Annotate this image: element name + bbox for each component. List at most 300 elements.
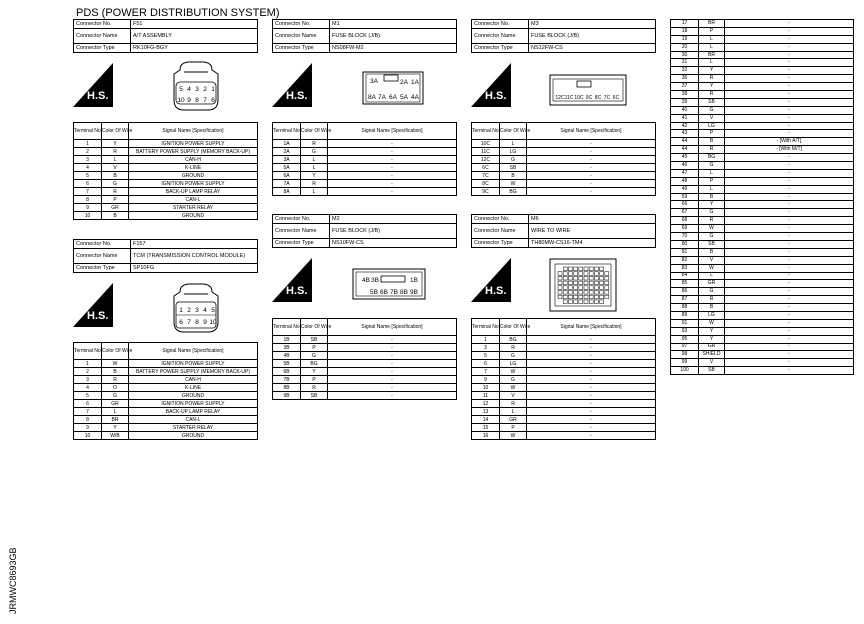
wire-color-cell: B bbox=[102, 368, 129, 376]
col-header: Color Of Wire bbox=[301, 319, 328, 336]
table-row bbox=[472, 360, 656, 368]
cavity bbox=[568, 267, 572, 271]
signal-cell: - bbox=[725, 185, 854, 193]
terminal-cell: 17 bbox=[671, 20, 699, 28]
pin-label: 1A bbox=[411, 79, 419, 86]
signal-cell: - bbox=[328, 140, 457, 148]
table-row bbox=[74, 164, 258, 172]
wire-color-cell: P bbox=[699, 130, 725, 138]
terminal-cell: 45 bbox=[671, 154, 699, 162]
signal-cell: - bbox=[725, 201, 854, 209]
terminal-cell: 1B bbox=[273, 336, 301, 344]
pin-label: 6B bbox=[380, 289, 388, 296]
wire-color-cell: L bbox=[699, 185, 725, 193]
terminal-cell: 44 bbox=[671, 138, 699, 146]
pin-label: 4 bbox=[203, 307, 207, 314]
wire-color-cell: B bbox=[102, 212, 129, 220]
cavity bbox=[605, 281, 609, 285]
col-header: Terminal No. bbox=[74, 123, 102, 140]
cavity bbox=[574, 300, 578, 304]
wire-color-cell: Y bbox=[102, 424, 129, 432]
cavity bbox=[579, 272, 583, 276]
info-label: Connector Name bbox=[472, 29, 529, 44]
cavity bbox=[589, 295, 593, 299]
table-row bbox=[273, 368, 457, 376]
wire-color-cell: Y bbox=[102, 140, 129, 148]
pin-label: 6 bbox=[179, 319, 183, 326]
table-row bbox=[74, 148, 258, 156]
terminal-cell: 39 bbox=[671, 98, 699, 106]
cavity bbox=[579, 281, 583, 285]
pin-label: 10C bbox=[574, 95, 584, 101]
connector-no: M1 bbox=[330, 20, 457, 29]
pin-label: 2 bbox=[187, 307, 191, 314]
signal-cell: - bbox=[725, 288, 854, 296]
terminal-cell: 4 bbox=[74, 164, 102, 172]
terminal-cell: 3B bbox=[273, 344, 301, 352]
signal-cell: - bbox=[527, 416, 656, 424]
signal-cell: - bbox=[527, 180, 656, 188]
table-row bbox=[671, 248, 854, 256]
cavity bbox=[584, 286, 588, 290]
wire-color-cell: G bbox=[500, 352, 527, 360]
pin-label: 8 bbox=[195, 319, 199, 326]
signal-cell: - bbox=[527, 368, 656, 376]
table-row bbox=[671, 217, 854, 225]
wire-color-cell: SB bbox=[699, 98, 725, 106]
table-row bbox=[671, 43, 854, 51]
signal-cell: - bbox=[725, 169, 854, 177]
wire-color-cell: SHIELD bbox=[699, 351, 725, 359]
terminal-cell: 7 bbox=[74, 188, 102, 196]
wire-color-cell: R bbox=[301, 384, 328, 392]
wire-color-cell: G bbox=[500, 156, 527, 164]
wire-color-cell: SB bbox=[699, 367, 725, 375]
cavity bbox=[574, 291, 578, 295]
wire-color-cell: B bbox=[102, 172, 129, 180]
signal-cell: - [With A/T] bbox=[725, 138, 854, 146]
wire-color-cell: W bbox=[500, 384, 527, 392]
signal-cell: CAN-H bbox=[129, 156, 258, 164]
signal-cell: - bbox=[725, 217, 854, 225]
table-row bbox=[273, 148, 457, 156]
signal-cell: GROUND bbox=[129, 392, 258, 400]
pin-label: 4A bbox=[411, 94, 419, 101]
wire-color-cell: Y bbox=[301, 172, 328, 180]
cavity bbox=[605, 291, 609, 295]
pin-label: 10 bbox=[177, 97, 185, 104]
signal-cell: - bbox=[527, 400, 656, 408]
connector-face-f157 bbox=[160, 282, 232, 334]
connector-type: NS10FW-CS bbox=[330, 239, 457, 248]
wire-color-cell: GR bbox=[699, 280, 725, 288]
table-row bbox=[273, 344, 457, 352]
cavity bbox=[600, 291, 604, 295]
signal-cell: - [With M/T] bbox=[725, 146, 854, 154]
terminal-cell: 12C bbox=[472, 156, 500, 164]
cavity bbox=[605, 272, 609, 276]
connector-type: SP10FG bbox=[131, 264, 258, 273]
info-label: Connector No. bbox=[74, 240, 131, 249]
terminal-cell: 70 bbox=[671, 233, 699, 241]
terminal-cell: 5A bbox=[273, 164, 301, 172]
table-row bbox=[671, 114, 854, 122]
terminal-cell: 7 bbox=[74, 408, 102, 416]
terminal-cell: 67 bbox=[671, 209, 699, 217]
table-row bbox=[671, 351, 854, 359]
table-row bbox=[671, 359, 854, 367]
pin-label: 3A bbox=[370, 78, 378, 85]
wire-color-cell: P bbox=[699, 27, 725, 35]
cavity bbox=[558, 281, 562, 285]
table-row bbox=[472, 368, 656, 376]
table-row bbox=[671, 83, 854, 91]
cavity bbox=[589, 272, 593, 276]
wire-color-cell: G bbox=[699, 209, 725, 217]
cavity bbox=[594, 300, 598, 304]
harness-side-icon bbox=[73, 283, 141, 327]
page-title: PDS (POWER DISTRIBUTION SYSTEM) bbox=[76, 7, 280, 19]
terminal-cell: 2 bbox=[74, 148, 102, 156]
table-row bbox=[74, 392, 258, 400]
connector-face-m2 bbox=[352, 268, 428, 302]
signal-cell: - bbox=[725, 272, 854, 280]
cavity bbox=[574, 295, 578, 299]
signal-cell: - bbox=[527, 172, 656, 180]
signal-cell: GROUND bbox=[129, 172, 258, 180]
cavity bbox=[563, 300, 567, 304]
table-row bbox=[273, 188, 457, 196]
signal-cell: - bbox=[725, 154, 854, 162]
cavity bbox=[568, 295, 572, 299]
cavity bbox=[594, 295, 598, 299]
table-row bbox=[472, 376, 656, 384]
pin-label: 8B bbox=[400, 289, 408, 296]
wire-color-cell: R bbox=[699, 91, 725, 99]
table-row bbox=[472, 172, 656, 180]
col-header: Signal Name [Specification] bbox=[527, 319, 656, 336]
signal-cell: - bbox=[527, 336, 656, 344]
cavity bbox=[563, 295, 567, 299]
terminal-cell: 5B bbox=[273, 360, 301, 368]
cavity bbox=[568, 276, 572, 280]
wire-color-cell: W/B bbox=[102, 432, 129, 440]
connector-type: NS12FW-CS bbox=[529, 44, 656, 53]
wire-color-cell: SB bbox=[301, 336, 328, 344]
terminal-cell: 87 bbox=[671, 296, 699, 304]
wire-color-cell: W bbox=[500, 432, 527, 440]
table-row bbox=[74, 424, 258, 432]
cavity bbox=[563, 291, 567, 295]
hs-label: H.S. bbox=[87, 90, 109, 102]
signal-cell: - bbox=[725, 367, 854, 375]
terminal-cell: 3 bbox=[472, 344, 500, 352]
wire-color-cell: W bbox=[699, 225, 725, 233]
signal-cell: STARTER RELAY bbox=[129, 424, 258, 432]
table-row bbox=[273, 360, 457, 368]
wire-color-cell: R bbox=[301, 180, 328, 188]
table-row bbox=[671, 146, 854, 154]
cavity bbox=[600, 295, 604, 299]
terminal-cell: 81 bbox=[671, 248, 699, 256]
table-row bbox=[74, 360, 258, 368]
wire-color-cell: SB bbox=[699, 240, 725, 248]
col-header: Color Of Wire bbox=[301, 123, 328, 140]
terminal-cell: 20 bbox=[671, 43, 699, 51]
connector-no: M3 bbox=[529, 20, 656, 29]
wire-color-cell: G bbox=[500, 376, 527, 384]
signal-cell: - bbox=[328, 376, 457, 384]
terminal-cell: 2A bbox=[273, 148, 301, 156]
cavity bbox=[600, 300, 604, 304]
cavity bbox=[558, 276, 562, 280]
signal-cell: - bbox=[725, 351, 854, 359]
wire-color-cell: V bbox=[699, 114, 725, 122]
signal-cell: - bbox=[527, 148, 656, 156]
signal-cell: - bbox=[725, 233, 854, 241]
signal-cell: - bbox=[527, 188, 656, 196]
pin-label: 9 bbox=[203, 319, 207, 326]
cavity bbox=[579, 300, 583, 304]
cavity bbox=[594, 291, 598, 295]
signal-cell: - bbox=[725, 67, 854, 75]
col-header: Signal Name [Specification] bbox=[129, 343, 258, 360]
info-label: Connector Type bbox=[472, 44, 529, 53]
col-header: Terminal No. bbox=[273, 123, 301, 140]
col-header: Terminal No. bbox=[472, 123, 500, 140]
wire-color-cell: P bbox=[301, 344, 328, 352]
table-row bbox=[671, 35, 854, 43]
table-row bbox=[671, 311, 854, 319]
cavity bbox=[589, 286, 593, 290]
cavity bbox=[605, 276, 609, 280]
wire-color-cell: G bbox=[301, 352, 328, 360]
pin-label: 8C bbox=[594, 95, 602, 101]
terminal-cell: 1A bbox=[273, 140, 301, 148]
terminal-cell: 80 bbox=[671, 240, 699, 248]
connector-type: TH80MW-CS16-TM4 bbox=[529, 239, 656, 248]
wire-color-cell: V bbox=[699, 359, 725, 367]
cavity bbox=[600, 276, 604, 280]
pin-label: 5A bbox=[400, 94, 408, 101]
cavity bbox=[605, 286, 609, 290]
pin-label: 4B bbox=[362, 277, 370, 284]
signal-cell: - bbox=[328, 392, 457, 400]
terminal-cell: 6 bbox=[472, 360, 500, 368]
terminal-cell: 11 bbox=[472, 392, 500, 400]
table-row bbox=[671, 169, 854, 177]
col-header: Color Of Wire bbox=[102, 123, 129, 140]
pin-label: 4 bbox=[187, 86, 191, 93]
info-label: Connector Type bbox=[273, 44, 330, 53]
signal-cell: - bbox=[725, 280, 854, 288]
terminal-cell: 12 bbox=[472, 400, 500, 408]
table-row bbox=[273, 384, 457, 392]
terminal-cell: 36 bbox=[671, 75, 699, 83]
terminal-cell: 9 bbox=[74, 424, 102, 432]
terminal-cell: 99 bbox=[671, 359, 699, 367]
wire-color-cell: B bbox=[699, 304, 725, 312]
table-row bbox=[74, 180, 258, 188]
connector-name: A/T ASSEMBLY bbox=[131, 29, 258, 44]
terminal-cell: 59 bbox=[671, 193, 699, 201]
signal-cell: - bbox=[527, 424, 656, 432]
table-row bbox=[74, 432, 258, 440]
table-row bbox=[671, 98, 854, 106]
table-row bbox=[671, 288, 854, 296]
pin-label: 2A bbox=[400, 79, 408, 86]
signal-cell: BATTERY POWER SUPPLY (MEMORY BACK-UP) bbox=[129, 368, 258, 376]
wire-color-cell: BR bbox=[699, 51, 725, 59]
wire-color-cell: Y bbox=[699, 327, 725, 335]
wire-color-cell: L bbox=[699, 43, 725, 51]
pin-label: 9 bbox=[187, 97, 191, 104]
hs-label: H.S. bbox=[286, 285, 308, 297]
wire-color-cell: Y bbox=[699, 83, 725, 91]
signal-cell: - bbox=[328, 352, 457, 360]
table-row bbox=[671, 256, 854, 264]
wire-color-cell: LG bbox=[500, 148, 527, 156]
connector-name: FUSE BLOCK (J/B) bbox=[330, 224, 457, 239]
hs-label: H.S. bbox=[87, 310, 109, 322]
pin-label: 5 bbox=[179, 86, 183, 93]
terminal-cell: 4 bbox=[74, 384, 102, 392]
terminal-cell: 46 bbox=[671, 162, 699, 170]
table-row bbox=[671, 233, 854, 241]
signal-cell: - bbox=[725, 359, 854, 367]
cavity bbox=[574, 276, 578, 280]
table-row bbox=[472, 140, 656, 148]
signal-cell: - bbox=[725, 248, 854, 256]
signal-cell: - bbox=[725, 35, 854, 43]
connector-face-m3 bbox=[549, 74, 629, 108]
wire-color-cell: BG bbox=[699, 154, 725, 162]
pin-label: 6A bbox=[389, 94, 397, 101]
signal-cell: IGNITION POWER SUPPLY bbox=[129, 360, 258, 368]
pin-label: 7C bbox=[603, 95, 611, 101]
col-header: Color Of Wire bbox=[500, 123, 527, 140]
terminal-cell: 9B bbox=[273, 392, 301, 400]
pin-label: 3 bbox=[195, 307, 199, 314]
terminal-cell: 86 bbox=[671, 288, 699, 296]
terminal-cell: 32 bbox=[671, 67, 699, 75]
pin-table-m1 bbox=[272, 122, 457, 196]
terminal-cell: 91 bbox=[671, 319, 699, 327]
table-row bbox=[671, 343, 854, 351]
terminal-cell: 13 bbox=[472, 408, 500, 416]
terminal-cell: 68 bbox=[671, 217, 699, 225]
wire-color-cell: LG bbox=[699, 311, 725, 319]
pin-label: 2 bbox=[203, 86, 207, 93]
wire-color-cell: V bbox=[102, 164, 129, 172]
cavity bbox=[568, 286, 572, 290]
cavity bbox=[589, 267, 593, 271]
signal-cell: - bbox=[725, 59, 854, 67]
cavity bbox=[594, 272, 598, 276]
wire-color-cell: B bbox=[500, 172, 527, 180]
wire-color-cell: P bbox=[699, 177, 725, 185]
wire-color-cell: G bbox=[699, 288, 725, 296]
cavity bbox=[579, 291, 583, 295]
terminal-cell: 5 bbox=[74, 172, 102, 180]
signal-cell: - bbox=[725, 335, 854, 343]
cavity bbox=[574, 286, 578, 290]
cavity bbox=[584, 272, 588, 276]
wire-color-cell: BR bbox=[102, 416, 129, 424]
wire-color-cell: B bbox=[699, 248, 725, 256]
terminal-cell: 15 bbox=[472, 424, 500, 432]
signal-cell: - bbox=[527, 384, 656, 392]
col-header: Terminal No. bbox=[273, 319, 301, 336]
table-row bbox=[74, 140, 258, 148]
pin-label: 9B bbox=[410, 289, 418, 296]
signal-cell: - bbox=[725, 327, 854, 335]
connector-no: F157 bbox=[131, 240, 258, 249]
wire-color-cell: R bbox=[699, 75, 725, 83]
signal-cell: GROUND bbox=[129, 432, 258, 440]
wire-color-cell: R bbox=[699, 217, 725, 225]
table-row bbox=[671, 75, 854, 83]
pin-label: 7 bbox=[203, 97, 207, 104]
table-row bbox=[671, 225, 854, 233]
terminal-cell: 6B bbox=[273, 368, 301, 376]
wire-color-cell: R bbox=[699, 296, 725, 304]
signal-cell: - bbox=[527, 376, 656, 384]
signal-cell: - bbox=[527, 432, 656, 440]
table-row bbox=[273, 172, 457, 180]
signal-cell: - bbox=[725, 91, 854, 99]
wire-color-cell: SB bbox=[500, 164, 527, 172]
cavity bbox=[563, 276, 567, 280]
signal-cell: - bbox=[725, 98, 854, 106]
terminal-cell: 14 bbox=[472, 416, 500, 424]
wire-color-cell: BG bbox=[500, 188, 527, 196]
wire-color-cell: R bbox=[500, 400, 527, 408]
wire-color-cell: L bbox=[500, 408, 527, 416]
table-row bbox=[472, 344, 656, 352]
terminal-cell: 88 bbox=[671, 304, 699, 312]
table-row bbox=[74, 172, 258, 180]
hs-label: H.S. bbox=[485, 285, 507, 297]
terminal-cell: 7A bbox=[273, 180, 301, 188]
pin-label: 9C bbox=[585, 95, 593, 101]
table-row bbox=[472, 188, 656, 196]
wire-color-cell: R bbox=[500, 344, 527, 352]
info-label: Connector No. bbox=[273, 215, 330, 224]
table-row bbox=[273, 392, 457, 400]
wire-color-cell: R bbox=[102, 376, 129, 384]
wire-color-cell: LG bbox=[500, 360, 527, 368]
terminal-cell: 66 bbox=[671, 201, 699, 209]
signal-cell: STARTER RELAY bbox=[129, 204, 258, 212]
pin-table-f51 bbox=[73, 122, 258, 220]
table-row bbox=[74, 156, 258, 164]
table-row bbox=[273, 352, 457, 360]
terminal-cell: 3A bbox=[273, 156, 301, 164]
terminal-cell: 7B bbox=[273, 376, 301, 384]
table-row bbox=[472, 392, 656, 400]
cavity bbox=[589, 291, 593, 295]
wire-color-cell: P bbox=[500, 424, 527, 432]
cavity bbox=[589, 281, 593, 285]
terminal-cell: 10 bbox=[472, 384, 500, 392]
pin-label: 7 bbox=[187, 319, 191, 326]
pin-label: 5B bbox=[370, 289, 378, 296]
signal-cell: - bbox=[527, 164, 656, 172]
signal-cell: - bbox=[725, 122, 854, 130]
signal-cell: - bbox=[725, 343, 854, 351]
connector-no: F51 bbox=[131, 20, 258, 29]
